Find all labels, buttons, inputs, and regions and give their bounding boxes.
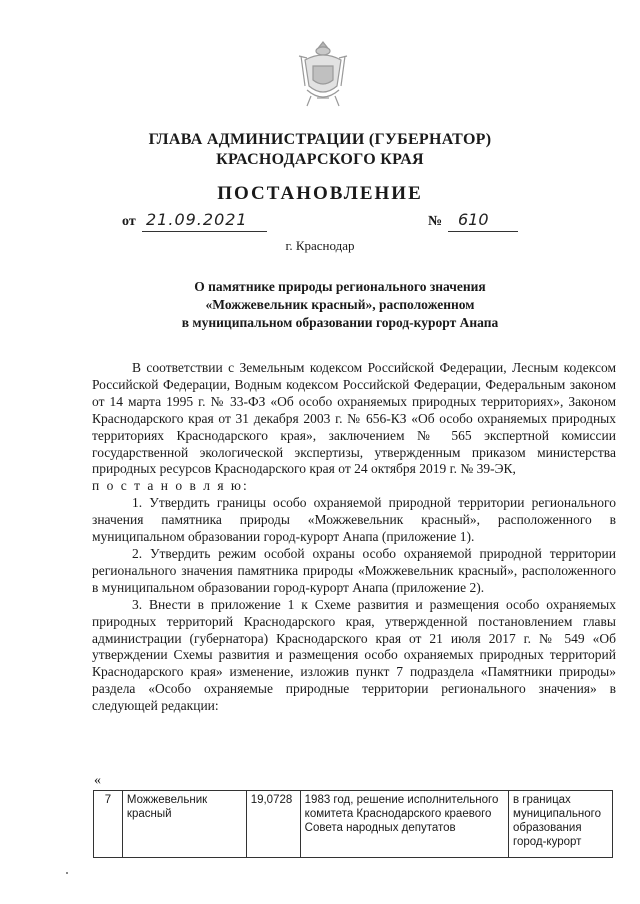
document-subject	[150, 278, 530, 332]
scan-speck	[66, 872, 68, 874]
city-name: г. Краснодар	[285, 238, 355, 253]
authority-line-2: КРАСНОДАРСКОГО КРАЯ	[216, 151, 424, 168]
document-type-title: ПОСТАНОВЛЕНИЕ	[217, 183, 423, 204]
cell-name: Можжевельник красный	[122, 791, 246, 858]
item-2-paragraph: 2. Утвердить режим особой охраны особо охраняемой природной территории регионального значения памятника природы «Можжевельник красный», расположенного в муниципальном образовании город-курорт Анапа (приложение 2).	[92, 545, 616, 595]
preamble-paragraph: В соответствии с Земельным кодексом Российской Федерации, Лесным кодексом Российской Федерации, Водным кодексом Российской Федерации, Федеральным законом от 14 марта 1995 г. № 33-ФЗ «Об особо охраняемых природных территориях», Законом Краснодарского края от 31 декабря 2003 г. № 656-КЗ «Об особо охраняемых природных территориях Краснодарского края», заключением № 565 экспертной комиссии государственной экологической экспертизы, утвержденным приказом министерства природных ресурсов Краснодарского края от 24 октября 2019 г. № 39-ЭК,	[92, 360, 616, 477]
authority-line-1: ГЛАВА АДМИНИСТРАЦИИ (ГУБЕРНАТОР)	[148, 131, 492, 148]
number-prefix: №	[428, 214, 443, 229]
item-3-paragraph: 3. Внести в приложение 1 к Схеме развития и размещения особо охраняемых природных территорий Краснодарского края, утвержденной постановлением главы администрации (губернатора) Краснодарского края от 21 июля 2017 г. № 549 «Об утверждении Схемы развития и размещения особо охраняемых природных территорий Краснодарского края» изменение, изложив пункт 7 подраздела «Памятники природы» раздела «Особо охраняемые природные территории регионального значения» в следующей редакции:	[92, 596, 616, 714]
document-body	[92, 360, 616, 715]
date-prefix: от	[122, 214, 136, 229]
table-row	[94, 791, 613, 858]
excerpt-table	[93, 790, 613, 858]
date-number-row	[122, 211, 542, 235]
decree-phrase: п о с т а н о в л я ю:	[92, 478, 249, 494]
cell-area: 19,0728	[246, 791, 300, 858]
subject-line-3: в муниципальном образовании город-курорт Анапа	[181, 315, 499, 330]
item-1-paragraph: 1. Утвердить границы особо охраняемой природной территории регионального значения памятника природы «Можжевельник красный», расположенного в муниципальном образовании город-курорт Анапа (приложение 1).	[92, 495, 616, 545]
issuing-authority	[0, 130, 640, 170]
coat-of-arms-emblem	[295, 38, 351, 110]
subject-line-1: О памятнике природы регионального значения	[194, 279, 486, 294]
number-underline	[448, 231, 518, 232]
cell-location: в границах муниципального образования город-курорт	[509, 791, 613, 858]
date-underline	[142, 231, 267, 232]
opening-quote: «	[94, 773, 101, 788]
handwritten-number: 610	[458, 210, 489, 229]
handwritten-date: 21.09.2021	[146, 210, 248, 229]
subject-line-2: «Можжевельник красный», расположенном	[205, 297, 475, 312]
cell-number: 7	[94, 791, 123, 858]
cell-basis: 1983 год, решение исполнительного комитета Краснодарского краевого Совета народных депутатов	[300, 791, 508, 858]
